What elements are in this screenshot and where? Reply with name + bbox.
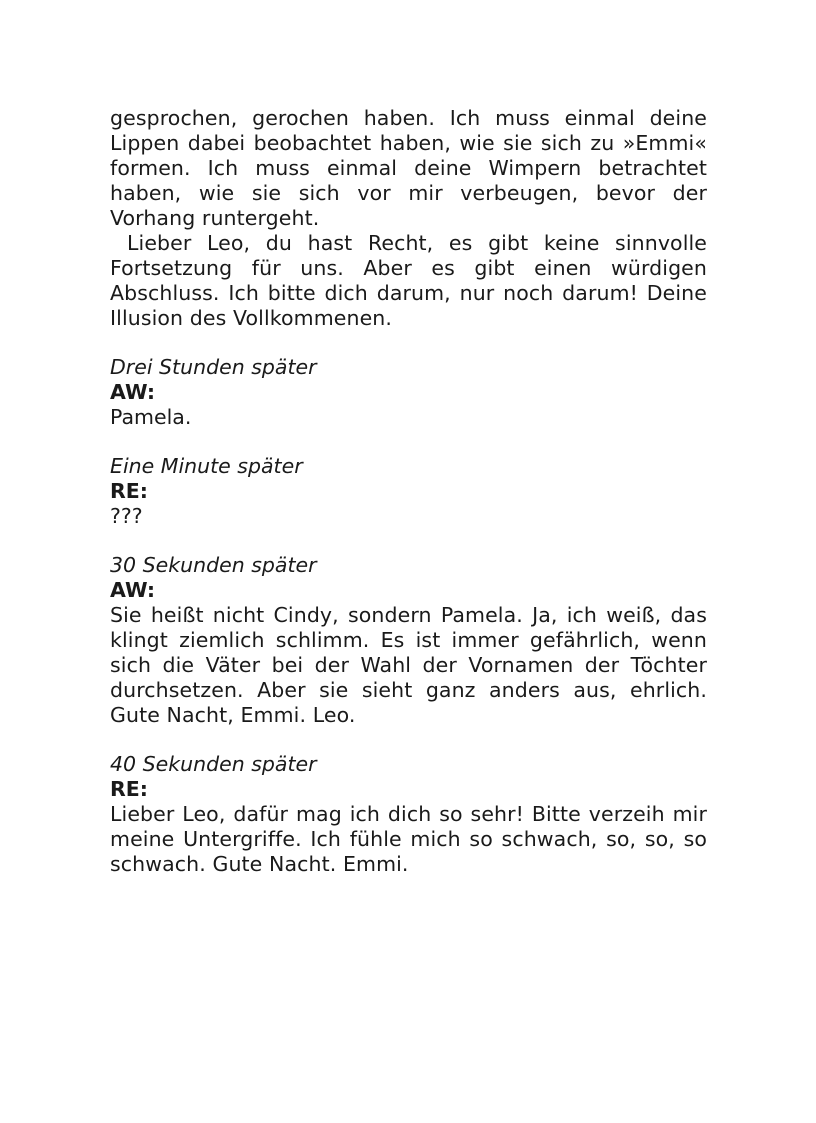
book-page <box>110 106 707 877</box>
message-block <box>110 752 707 877</box>
message-timestamp: Eine Minute später <box>110 454 303 478</box>
message-sender: AW: <box>110 380 156 404</box>
section-gap <box>110 331 707 355</box>
section-gap <box>110 529 707 553</box>
message-sender: RE: <box>110 777 148 801</box>
message-sender: AW: <box>110 578 156 602</box>
message-block <box>110 553 707 728</box>
message-body: ??? <box>110 504 143 528</box>
message-timestamp: 40 Sekunden später <box>110 752 317 776</box>
section-gap <box>110 728 707 752</box>
message-body: Lieber Leo, dafür mag ich dich so sehr! Bitte verzeih mir meine Untergriffe. Ich fühle mich so schwach, so, so, so schwach. Gute Nacht. Emmi. <box>110 802 707 876</box>
section-gap <box>110 430 707 454</box>
message-block <box>110 355 707 430</box>
message-sender: RE: <box>110 479 148 503</box>
message-block <box>110 454 707 529</box>
intro-paragraph-1: gesprochen, gerochen haben. Ich muss einmal deine Lippen dabei beobachtet haben, wie sie sich zu »Emmi« formen. Ich muss einmal deine Wimpern betrachtet haben, wie sie sich vor mir verbeugen, bevor der Vorhang runtergeht. <box>110 106 707 230</box>
intro-paragraph-2: Lieber Leo, du hast Recht, es gibt keine sinnvolle Fortsetzung für uns. Aber es gibt einen würdigen Abschluss. Ich bitte dich darum, nur noch darum! Deine Illusion des Vollkommenen. <box>110 231 707 330</box>
message-timestamp: 30 Sekunden später <box>110 553 317 577</box>
message-body: Sie heißt nicht Cindy, sondern Pamela. Ja, ich weiß, das klingt ziemlich schlimm. Es ist immer gefährlich, wenn sich die Väter bei der Wahl der Vornamen der Töchter durchsetzen. Aber sie sieht ganz anders aus, ehrlich. Gute Nacht, Emmi. Leo. <box>110 603 707 727</box>
message-body: Pamela. <box>110 405 192 429</box>
message-timestamp: Drei Stunden später <box>110 355 317 379</box>
